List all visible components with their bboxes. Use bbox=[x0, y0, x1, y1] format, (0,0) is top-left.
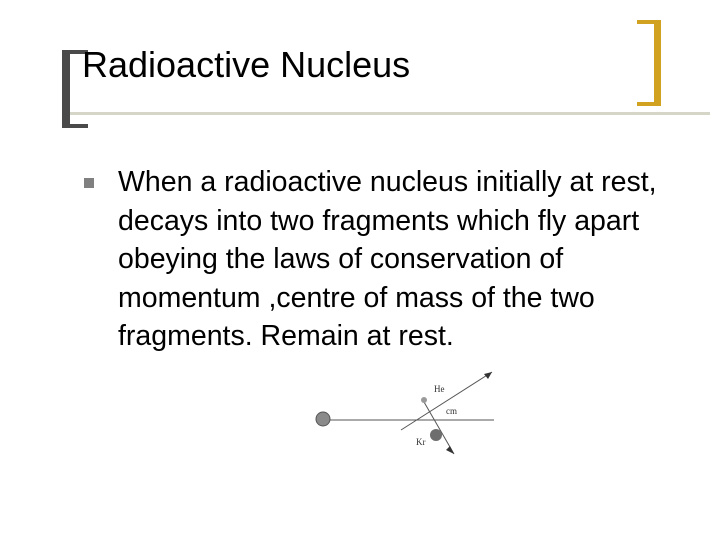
right-bracket-bottom bbox=[637, 102, 661, 106]
diagonal-trajectory-line bbox=[401, 372, 492, 430]
top-arrow-icon bbox=[484, 372, 492, 379]
lower-fragment-circle bbox=[430, 429, 442, 441]
bullet-marker bbox=[84, 178, 94, 188]
bullet-text: When a radioactive nucleus initially at rest, decays into two fragments which fly apart obeying the laws of conservation of momentum ,centre of mass of the two fragments. Remain at rest. bbox=[118, 166, 657, 352]
label-top: He bbox=[434, 384, 445, 394]
left-bracket-bar bbox=[62, 50, 70, 128]
slide-title: Radioactive Nucleus bbox=[82, 44, 411, 85]
bottom-arrow-icon bbox=[446, 446, 454, 454]
label-cm: cm bbox=[446, 406, 457, 416]
right-bracket-bar bbox=[654, 20, 661, 106]
decay-diagram bbox=[306, 370, 496, 460]
label-bottom: Kr bbox=[416, 437, 426, 447]
title-underline bbox=[70, 112, 710, 115]
heavy-fragment-circle bbox=[316, 412, 330, 426]
right-bracket-top bbox=[637, 20, 661, 24]
decay-diagram-svg bbox=[306, 370, 496, 460]
left-bracket-bottom bbox=[62, 124, 88, 128]
alpha-particle-dot bbox=[421, 397, 427, 403]
